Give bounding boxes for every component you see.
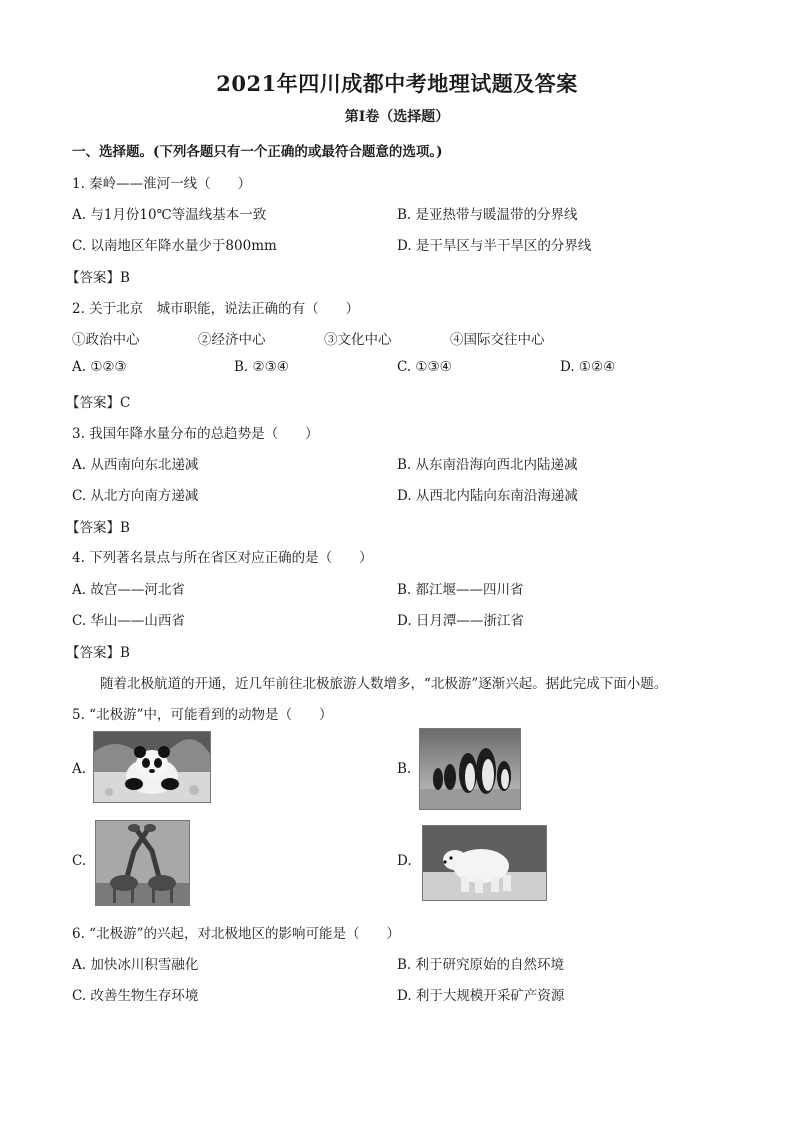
polar-bear-photo: [422, 825, 547, 901]
q2-option-d: D. ①②④: [560, 359, 616, 375]
q1-option-a: A. 与1月份10℃等温线基本一致: [72, 207, 267, 223]
q2-answer: 【答案】C: [66, 395, 131, 411]
q2-option-c: C. ①③④: [397, 359, 452, 375]
q6-option-d: D. 利于大规模开采矿产资源: [397, 988, 565, 1004]
q4-option-a: A. 故宫——河北省: [72, 582, 185, 598]
q5-label-b: B.: [397, 761, 412, 777]
q4-option-c: C. 华山——山西省: [72, 613, 185, 629]
q4-stem: 4. 下列著名景点与所在省区对应正确的是（ ）: [72, 550, 373, 566]
section-heading: 一、选择题。(下列各题只有一个正确的或最符合题意的选项。): [72, 144, 443, 160]
q3-option-a: A. 从西南向东北递减: [72, 457, 199, 473]
q6-option-c: C. 改善生物生存环境: [72, 988, 199, 1004]
q3-answer: 【答案】B: [66, 520, 130, 536]
q5-stem: 5. “北极游”中，可能看到的动物是（ ）: [72, 707, 333, 723]
reading-passage: 随着北极航道的开通，近几年前往北极旅游人数增多，“北极游”逐渐兴起。据此完成下面小题。: [100, 676, 668, 692]
q1-answer: 【答案】B: [66, 270, 130, 286]
q4-option-b: B. 都江堰——四川省: [397, 582, 524, 598]
q6-stem: 6. “北极游”的兴起，对北极地区的影响可能是（ ）: [72, 926, 400, 942]
q5-label-d: D.: [397, 853, 412, 869]
q6-option-b: B. 利于研究原始的自然环境: [397, 957, 565, 973]
penguins-photo: [419, 728, 521, 810]
q2-item-1: ①政治中心: [72, 332, 140, 348]
q3-option-b: B. 从东南沿海向西北内陆递减: [397, 457, 578, 473]
q1-option-d: D. 是干旱区与半干旱区的分界线: [397, 238, 592, 254]
q3-option-c: C. 从北方向南方递减: [72, 488, 199, 504]
q2-option-b: B. ②③④: [234, 359, 289, 375]
q3-option-d: D. 从西北内陆向东南沿海递减: [397, 488, 578, 504]
volume-subtitle: 第Ⅰ卷（选择题）: [344, 109, 450, 125]
q3-stem: 3. 我国年降水量分布的总趋势是（ ）: [72, 426, 319, 442]
q5-label-c: C.: [72, 853, 87, 869]
q1-option-b: B. 是亚热带与暖温带的分界线: [397, 207, 578, 223]
q4-answer: 【答案】B: [66, 645, 130, 661]
q4-option-d: D. 日月潭——浙江省: [397, 613, 524, 629]
panda-photo: [93, 731, 211, 803]
q1-stem: 1. 秦岭——淮河一线（ ）: [72, 176, 252, 192]
q6-option-a: A. 加快冰川积雪融化: [72, 957, 199, 973]
q5-label-a: A.: [72, 761, 87, 777]
q2-option-a: A. ①②③: [72, 359, 127, 375]
q2-item-2: ②经济中心: [198, 332, 266, 348]
page-title: 2021年四川成都中考地理试题及答案: [216, 71, 578, 96]
giraffes-photo: [95, 820, 190, 906]
q2-stem: 2. 关于北京 城市职能，说法正确的有（ ）: [72, 301, 360, 317]
q1-option-c: C. 以南地区年降水量少于800mm: [72, 238, 277, 254]
q2-item-4: ④国际交往中心: [450, 332, 545, 348]
q2-item-3: ③文化中心: [324, 332, 392, 348]
